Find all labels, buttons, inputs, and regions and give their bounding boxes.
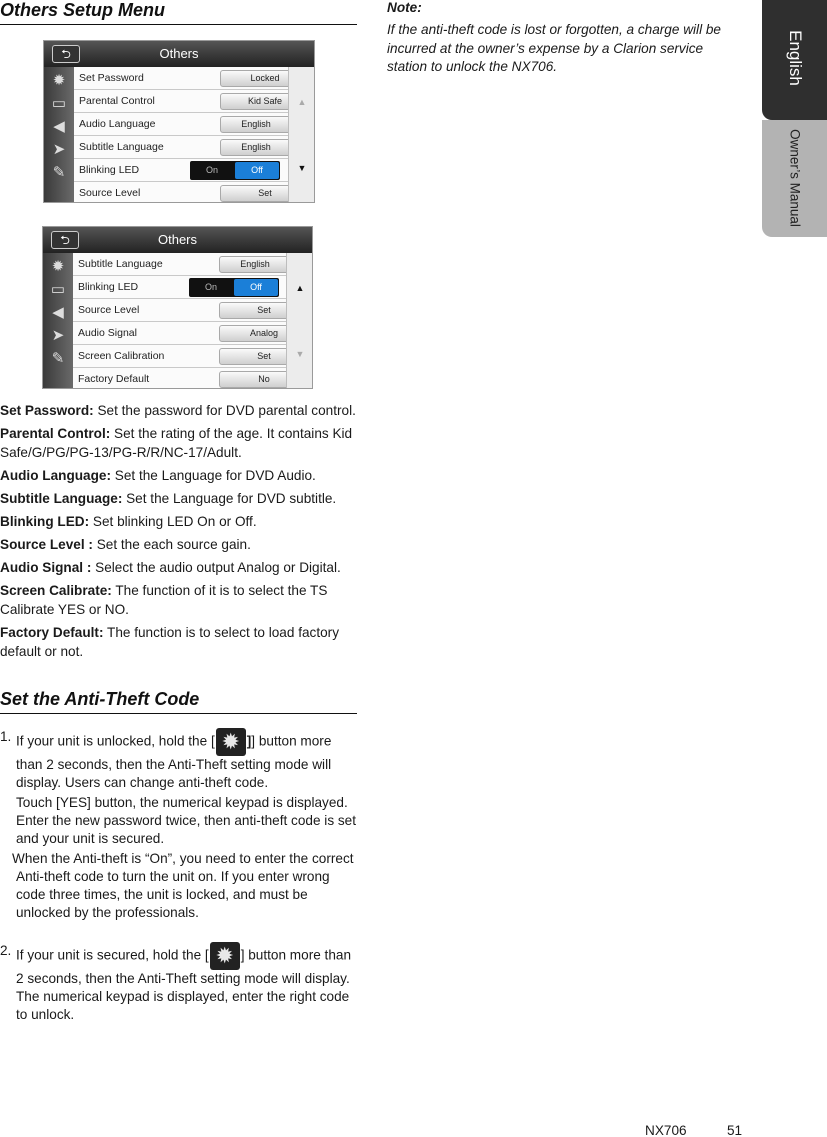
screen-icon: ▭	[50, 281, 66, 298]
row-label: Parental Control	[79, 95, 155, 107]
definition-term: Audio Signal :	[0, 560, 92, 575]
definition-text: Set the Language for DVD subtitle.	[122, 491, 337, 506]
definition-item	[0, 424, 360, 462]
definitions-list	[0, 401, 360, 665]
step-text-b: ] button more than 2 seconds, then the Anti-Theft setting mode will display. Users can change anti-theft code.	[16, 733, 332, 790]
row-label: Source Level	[79, 187, 141, 199]
list-item	[73, 253, 286, 276]
row-value-button: Set	[220, 185, 310, 202]
toggle-off: Off	[234, 279, 278, 296]
screen-title: Others	[43, 227, 312, 253]
row-label: Screen Calibration	[78, 350, 165, 362]
wrench-icon: ✎	[52, 164, 66, 181]
section-heading-others: Others Setup Menu	[0, 0, 357, 25]
definition-item	[0, 535, 360, 554]
row-label: Set Password	[79, 72, 144, 84]
speaker-icon: ◀	[53, 118, 65, 135]
scrollbar	[288, 67, 314, 202]
row-label: Audio Signal	[78, 327, 137, 339]
on-off-toggle	[190, 161, 280, 180]
back-icon: ⮌	[51, 231, 79, 249]
list-item	[73, 322, 286, 345]
row-label: Blinking LED	[78, 281, 139, 293]
language-tab-label: English	[786, 30, 805, 86]
definition-item	[0, 466, 360, 485]
definition-text: Set blinking LED On or Off.	[89, 514, 257, 529]
scroll-up-icon: ▲	[297, 97, 307, 107]
list-item	[73, 276, 286, 299]
row-label: Audio Language	[79, 118, 156, 130]
note-title: Note:	[387, 0, 422, 15]
definition-item	[0, 489, 360, 508]
scroll-down-icon: ▼	[297, 163, 307, 173]
step-text: If your unit is unlocked, hold the [ ✹ ]] button more than 2 seconds, then the Anti-Theft setting mode will display. Users can change anti-theft code.	[16, 729, 332, 790]
list-item	[74, 136, 288, 159]
scrollbar	[286, 253, 312, 388]
page-number: 51	[727, 1123, 743, 1137]
row-label: Source Level	[78, 304, 140, 316]
row-value-button: English	[220, 139, 292, 156]
toggle-on: On	[205, 165, 218, 175]
definition-term: Blinking LED:	[0, 514, 90, 529]
manual-tab-label: Owner’s Manual	[787, 129, 803, 227]
list-item	[73, 299, 286, 322]
step-paragraph: When the Anti-theft is “On”, you need to enter the correct Anti-theft code to turn the unit on. If you enter wrong code three times, the unit is locked, and must be unlocked by the professionals.	[12, 851, 354, 920]
definition-item	[0, 623, 360, 661]
row-label: Subtitle Language	[78, 258, 163, 270]
definition-text: Set the each source gain.	[92, 537, 251, 552]
others-menu-screenshot-1	[43, 40, 315, 203]
row-label: Blinking LED	[79, 164, 140, 176]
definition-text: The function is to select to load factory default or not.	[0, 625, 339, 659]
toggle-on: On	[204, 282, 217, 292]
note-text: If the anti-theft code is lost or forgotten, a charge will be incurred at the owner’s expense by a Clarion service station to unlock the NX706.	[387, 22, 721, 74]
others-menu-screenshot-2	[42, 226, 313, 389]
list-item	[74, 90, 288, 113]
blank-icon	[48, 372, 68, 389]
step-text-a: If your unit is unlocked, hold the [	[16, 733, 215, 749]
section-heading-antitheft: Set the Anti-Theft Code	[0, 689, 357, 714]
definition-term: Audio Language:	[0, 468, 112, 483]
speaker-icon: ◀	[52, 304, 64, 321]
step-1	[0, 728, 360, 922]
definition-text: Set the rating of the age. It contains Kid Safe/G/PG/PG-13/PG-R/R/NC-17/Adult.	[0, 426, 353, 460]
manual-tab	[762, 120, 827, 237]
gear-icon: ✹	[210, 942, 240, 970]
gear-icon: ✹	[52, 72, 66, 89]
definition-item	[0, 581, 360, 619]
step-text-b: ] button more than 2 seconds, then the Anti-Theft setting mode will display. The numerical keypad is displayed, enter the right code to unlock.	[16, 947, 352, 1022]
step-number: 2.	[0, 943, 12, 958]
on-off-toggle	[189, 278, 279, 297]
row-label: Subtitle Language	[79, 141, 164, 153]
navigation-icon: ➤	[51, 327, 65, 344]
definition-text: Set the password for DVD parental control.	[93, 403, 356, 418]
definition-item	[0, 558, 360, 577]
row-value-button: English	[219, 256, 291, 273]
definition-term: Set Password:	[0, 403, 94, 418]
settings-list	[73, 253, 286, 388]
row-value-button: English	[220, 116, 292, 133]
step-text-a: If your unit is secured, hold the [	[16, 947, 209, 963]
list-item	[74, 113, 288, 136]
row-value-button: Kid Safe	[220, 93, 310, 110]
screen-sidebar	[44, 67, 74, 202]
definition-text: Set the Language for DVD Audio.	[111, 468, 316, 483]
definition-term: Screen Calibrate:	[0, 583, 112, 598]
scroll-up-icon: ▲	[295, 283, 305, 293]
screen-title: Others	[44, 41, 314, 67]
language-tab	[762, 0, 827, 120]
definition-term: Source Level :	[0, 537, 93, 552]
gear-icon: ✹	[51, 258, 65, 275]
list-item	[74, 182, 288, 203]
gear-icon: ✹	[216, 728, 246, 756]
list-item	[74, 67, 288, 90]
list-item	[73, 345, 286, 368]
blank-icon	[49, 186, 69, 203]
navigation-icon: ➤	[52, 141, 66, 158]
screen-icon: ▭	[51, 95, 67, 112]
wrench-icon: ✎	[51, 350, 65, 367]
definition-term: Subtitle Language:	[0, 491, 123, 506]
footer-model: NX706	[645, 1123, 687, 1137]
step-2	[0, 942, 360, 1024]
toggle-off: Off	[235, 162, 279, 179]
definition-item	[0, 512, 360, 531]
screen-sidebar	[43, 253, 73, 388]
step-number: 1.	[0, 729, 12, 744]
row-value-button: Locked	[220, 70, 310, 87]
row-value-button: Set	[219, 302, 309, 319]
list-item	[73, 368, 286, 389]
definition-text: The function of it is to select the TS Calibrate YES or NO.	[0, 583, 328, 617]
row-value-button: Analog	[219, 325, 309, 342]
back-icon: ⮌	[52, 45, 80, 63]
definition-term: Parental Control:	[0, 426, 111, 441]
definition-item	[0, 401, 360, 420]
row-value-button: Set	[219, 348, 309, 365]
scroll-down-icon: ▼	[295, 349, 305, 359]
definition-term: Factory Default:	[0, 625, 104, 640]
list-item	[74, 159, 288, 182]
step-paragraph: Touch [YES] button, the numerical keypad is displayed. Enter the new password twice, then anti-theft code is set and your unit is secured.	[16, 795, 357, 846]
definition-text: Select the audio output Analog or Digital.	[91, 560, 341, 575]
row-label: Factory Default	[78, 373, 150, 385]
settings-list	[74, 67, 288, 202]
step-text	[0, 942, 360, 1024]
row-value-button: No	[219, 371, 309, 388]
